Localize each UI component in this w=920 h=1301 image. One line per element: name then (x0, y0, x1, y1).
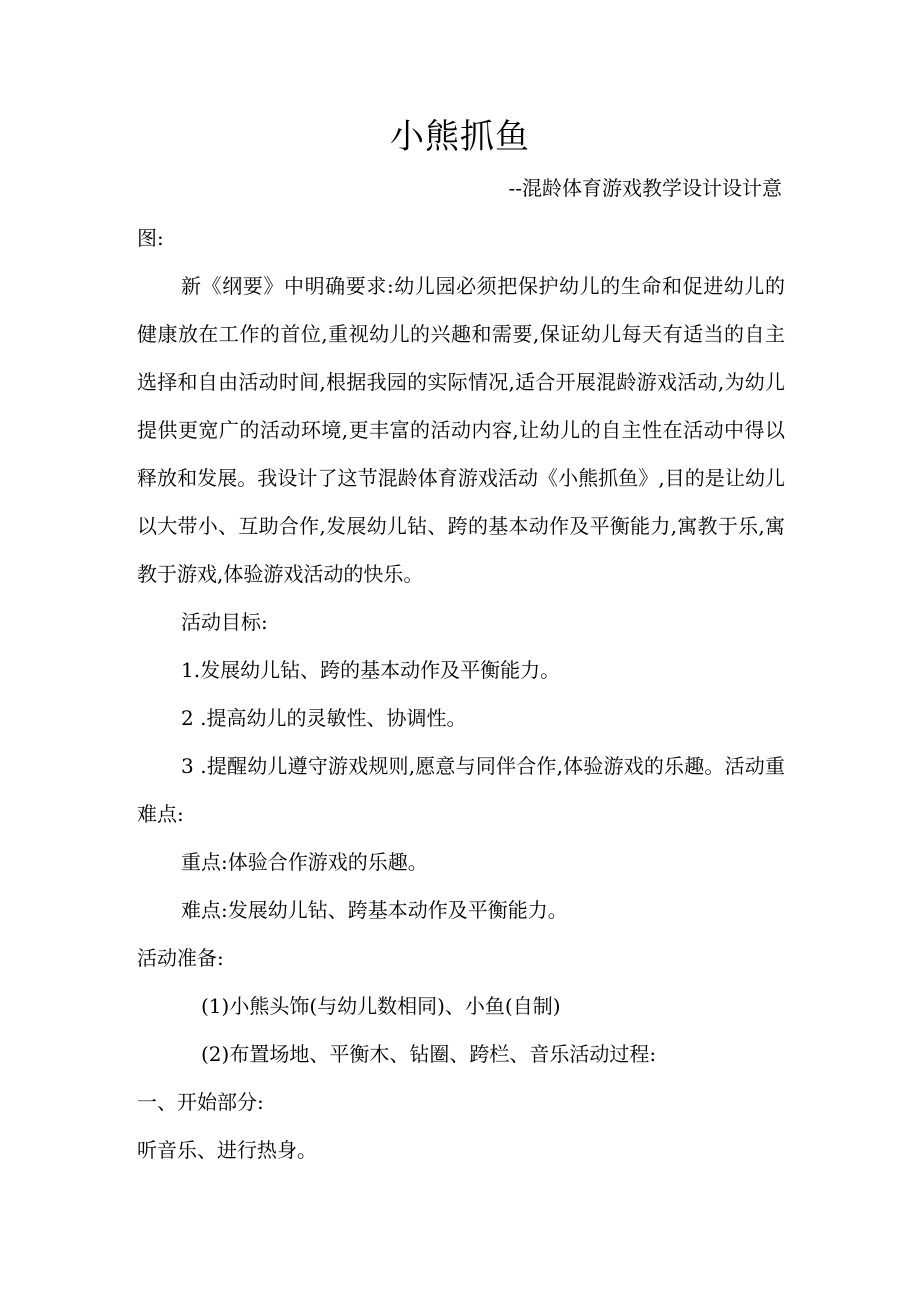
goals-heading: 活动目标: (181, 610, 268, 634)
key-point: 重点:体验合作游戏的乐趣。 (181, 850, 428, 874)
goal-item-1: 1.发展幼儿钻、跨的基本动作及平衡能力。 (181, 658, 561, 682)
document-title: 小熊抓鱼 (390, 117, 530, 157)
part-1-heading: 一、开始部分: (137, 1090, 264, 1114)
prep-item-1: (1)小熊头饰(与幼儿数相同)、小鱼(自制) (201, 994, 561, 1018)
goal-item-3: 3 .提醒幼儿遵守游戏规则,愿意与同伴合作,体验游戏的乐趣。活动重难点: (137, 754, 785, 826)
prep-heading: 活动准备: (137, 946, 224, 970)
difficult-point: 难点:发展幼儿钻、跨基本动作及平衡能力。 (181, 898, 568, 922)
document-subtitle: --混龄体育游戏教学设计设计意 (508, 176, 782, 200)
document-body (137, 214, 785, 1174)
design-intent-label: 图: (137, 226, 164, 250)
intro-paragraph: 新《纲要》中明确要求:幼儿园必须把保护幼儿的生命和促进幼儿的健康放在工作的首位,重视幼儿的兴趣和需要,保证幼儿每天有适当的自主选择和自由活动时间,根据我园的实际情况,适合开展混龄游戏活动,为幼儿提供更宽广的活动环境,更丰富的活动内容,让幼儿的自主性在活动中得以释放和发展。我设计了这节混龄体育游戏活动《小熊抓鱼》,目的是让幼儿以大带小、互助合作,发展幼儿钻、跨的基本动作及平衡能力,寓教于乐,寓教于游戏,体验游戏活动的快乐。 (137, 274, 785, 586)
prep-item-2: (2)布置场地、平衡木、钻圈、跨栏、音乐活动过程: (201, 1042, 657, 1066)
goal-item-2: 2 .提高幼儿的灵敏性、协调性。 (181, 706, 467, 730)
part-1-text: 听音乐、进行热身。 (137, 1138, 317, 1162)
